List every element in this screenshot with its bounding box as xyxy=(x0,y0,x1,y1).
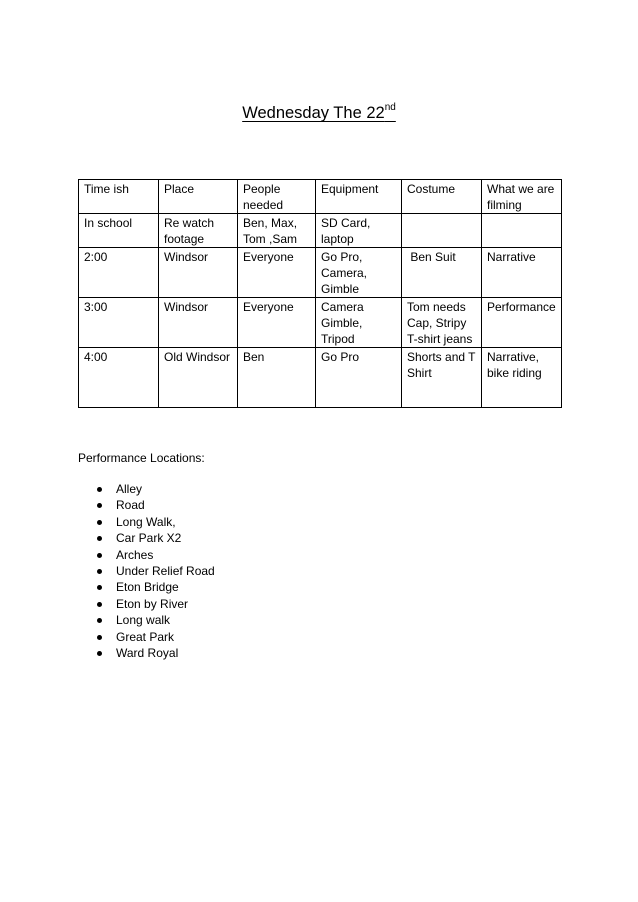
list-item xyxy=(94,645,215,661)
header-time: Time ish xyxy=(79,180,159,214)
header-equipment: Equipment xyxy=(316,180,402,214)
list-item-label: Great Park xyxy=(116,629,175,644)
page-title-main: Wednesday The 22 xyxy=(242,104,385,122)
list-item-label: Long walk xyxy=(116,613,171,628)
page-title xyxy=(0,103,638,123)
table-cell: Go Pro, Camera, Gimble xyxy=(316,248,402,298)
table-cell: Camera Gimble, Tripod xyxy=(316,298,402,348)
table-cell: 4:00 xyxy=(79,348,159,408)
table-cell: SD Card, laptop xyxy=(316,214,402,248)
table-cell: Shorts and T Shirt xyxy=(402,348,482,408)
table-cell: Everyone xyxy=(238,298,316,348)
list-item xyxy=(94,629,215,645)
table-cell: Narrative, bike riding xyxy=(482,348,562,408)
header-filming: What we are filming xyxy=(482,180,562,214)
bullet-icon xyxy=(97,553,102,558)
schedule-table xyxy=(78,179,562,408)
header-place: Place xyxy=(159,180,238,214)
list-item-label: Ward Royal xyxy=(116,645,179,660)
table-cell: Ben Suit xyxy=(402,248,482,298)
table-cell: Ben, Max, Tom ,Sam xyxy=(238,214,316,248)
table-cell: Ben xyxy=(238,348,316,408)
list-item xyxy=(94,497,215,513)
table-cell: Tom needs Cap, Stripy T-shirt jeans xyxy=(402,298,482,348)
locations-heading: Performance Locations: xyxy=(78,451,205,465)
list-item xyxy=(94,481,215,497)
bullet-icon xyxy=(97,651,102,656)
table-cell: Everyone xyxy=(238,248,316,298)
list-item-label: Car Park X2 xyxy=(116,531,182,546)
table-row xyxy=(79,248,562,298)
table-cell: 2:00 xyxy=(79,248,159,298)
table-cell xyxy=(482,214,562,248)
page-title-text xyxy=(242,104,396,122)
list-item-label: Road xyxy=(116,498,145,513)
list-item-label: Arches xyxy=(116,547,154,562)
table-row xyxy=(79,298,562,348)
table-cell: Windsor xyxy=(159,248,238,298)
table-cell xyxy=(402,214,482,248)
header-costume: Costume xyxy=(402,180,482,214)
list-item xyxy=(94,514,215,530)
bullet-icon xyxy=(97,602,102,607)
list-item-label: Alley xyxy=(116,482,143,496)
table-cell: Performance xyxy=(482,298,562,348)
table-header-row xyxy=(79,180,562,214)
list-item xyxy=(94,530,215,546)
bullet-icon xyxy=(97,520,102,525)
table-cell: In school xyxy=(79,214,159,248)
list-item xyxy=(94,563,215,579)
bullet-icon xyxy=(97,569,102,574)
list-item xyxy=(94,547,215,563)
table-row xyxy=(79,348,562,408)
table-cell: Windsor xyxy=(159,298,238,348)
header-people: People needed xyxy=(238,180,316,214)
locations-list xyxy=(94,481,215,661)
list-item xyxy=(94,596,215,612)
bullet-icon xyxy=(97,635,102,640)
bullet-icon xyxy=(97,536,102,541)
table-cell: Re watch footage xyxy=(159,214,238,248)
bullet-icon xyxy=(97,585,102,590)
bullet-icon xyxy=(97,503,102,508)
list-item xyxy=(94,612,215,628)
table-cell: Narrative xyxy=(482,248,562,298)
table-cell: 3:00 xyxy=(79,298,159,348)
bullet-icon xyxy=(97,618,102,623)
page-title-suffix: nd xyxy=(384,102,396,113)
list-item-label: Long Walk, xyxy=(116,514,176,529)
bullet-icon xyxy=(97,487,102,492)
list-item-label: Eton Bridge xyxy=(116,580,179,595)
list-item xyxy=(94,579,215,595)
table-row xyxy=(79,214,562,248)
list-item-label: Eton by River xyxy=(116,596,189,611)
list-item-label: Under Relief Road xyxy=(116,563,215,578)
table-cell: Old Windsor xyxy=(159,348,238,408)
table-cell: Go Pro xyxy=(316,348,402,408)
